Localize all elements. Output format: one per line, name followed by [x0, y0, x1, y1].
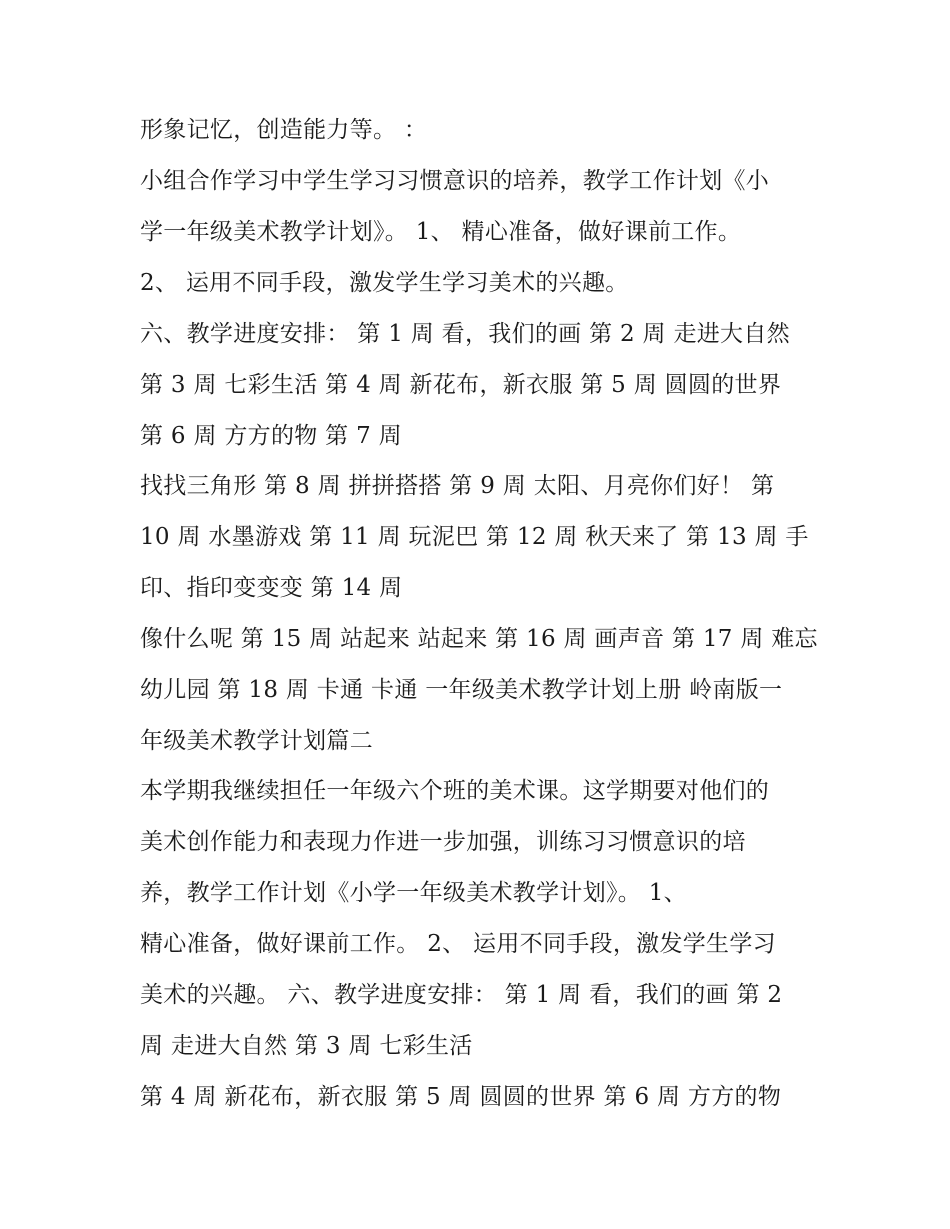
text-line: 形象记忆，创造能力等。 ：	[140, 117, 428, 143]
text-line: 本学期我继续担任一年级六个班的美术课。这学期要对他们的	[140, 778, 770, 804]
text-line: 2、 运用不同手段，激发学生学习美术的兴趣。	[140, 270, 629, 296]
text-line: 养，教学工作计划《小学一年级美术教学计划》。 1、	[140, 880, 687, 906]
text-line: 精心准备，做好课前工作。 2、 运用不同手段，激发学生学习	[140, 931, 776, 957]
text-line: 美术创作能力和表现力作进一步加强，训练习习惯意识的培	[140, 829, 746, 855]
text-line: 印、指印变变变 第 14 周	[140, 575, 403, 601]
text-line: 学一年级美术教学计划》。 1、 精心准备，做好课前工作。	[140, 219, 742, 245]
text-line: 小组合作学习中学生学习习惯意识的培养，教学工作计划《小	[140, 168, 770, 194]
text-line: 10 周 水墨游戏 第 11 周 玩泥巴 第 12 周 秋天来了 第 13 周 手	[140, 524, 809, 550]
text-line: 第 4 周 新花布，新衣服 第 5 周 圆圆的世界 第 6 周 方方的物	[140, 1084, 782, 1110]
text-line: 六、教学进度安排： 第 1 周 看，我们的画 第 2 周 走进大自然	[140, 321, 790, 347]
text-line: 年级美术教学计划篇二	[140, 728, 373, 754]
text-line: 美术的兴趣。 六、教学进度安排： 第 1 周 看，我们的画 第 2	[140, 982, 783, 1008]
text-line: 第 6 周 方方的物 第 7 周	[140, 423, 402, 449]
text-line: 幼儿园 第 18 周 卡通 卡通 一年级美术教学计划上册 岭南版一	[140, 677, 783, 703]
text-line: 第 3 周 七彩生活 第 4 周 新花布，新衣服 第 5 周 圆圆的世界	[140, 372, 782, 398]
text-line: 周 走进大自然 第 3 周 七彩生活	[140, 1033, 473, 1059]
text-line: 找找三角形 第 8 周 拼拼搭搭 第 9 周 太阳、月亮你们好！ 第	[140, 473, 775, 499]
text-line: 像什么呢 第 15 周 站起来 站起来 第 16 周 画声音 第 17 周 难忘	[140, 626, 818, 652]
